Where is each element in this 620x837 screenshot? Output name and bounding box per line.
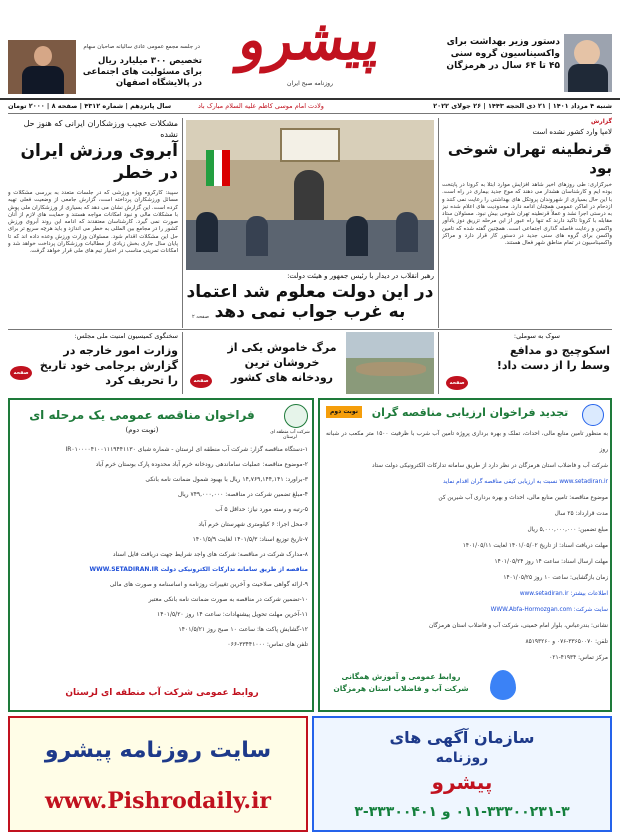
logo-tagline: روزنامه صبح ایران [287, 80, 333, 87]
row2-left-kicker: سخنگوی کمیسیون امنیت ملی مجلس: [74, 332, 178, 340]
ad-left-footer: روابط عمومی شرکت آب منطقه ای لرستان [65, 688, 259, 698]
date-strip [8, 100, 612, 112]
ad-right-line: موضوع مناقصه: تامین منابع مالی، احداث و بهره برداری آب شیرین کن [438, 495, 608, 501]
right-headline[interactable]: قرنطینه تهران شوخی بود [447, 140, 612, 177]
ad-right-lines [326, 426, 608, 662]
right-kicker: گزارش [590, 118, 612, 125]
ad-left-line: ۶-محل اجرا: ۶ کیلومتری شهرستان خرم آباد [198, 521, 308, 528]
strip-divider [8, 113, 612, 114]
page-seal-mid: صفحه [190, 374, 212, 388]
left-kicker: مشکلات عجیب ورزشکاران ایرانی که هنوز حل نشده [23, 119, 178, 139]
ad-right-line: سایت شرکت: WWW.Abfa-Hormozgan.com [490, 607, 608, 613]
center-headline[interactable]: در این دولت معلوم شد اعتماد به غرب جواب نمی دهد [186, 282, 434, 322]
ad-site-title: سایت روزنامه پیشرو [44, 738, 272, 763]
ad-right-line: زمان بازگشایی: ساعت ۱۰ روز ۱۴۰۱/۰۵/۲۵ [503, 575, 608, 581]
ad-org[interactable] [312, 716, 612, 832]
left-teaser-kicker: در جلسه مجمع عمومی عادی سالیانه صاحبان سهام [83, 44, 200, 50]
ad-left-line: ۱۰-تضمین شرکت در مناقصه به صورت ضمانت نامه بانکی معتبر [148, 596, 308, 603]
row2-divider-b [438, 332, 439, 394]
page-seal-right: صفحه [446, 376, 468, 390]
left-headline[interactable]: آبروی ورزش ایران در خطر [20, 141, 178, 183]
right-subkicker: لامپا وارد کشور نشده است [532, 128, 612, 136]
lorestan-logo-icon [284, 404, 308, 428]
minister-photo [564, 34, 612, 92]
ad-right-badge: نوبت دوم [326, 406, 362, 418]
executive-photo [8, 40, 76, 94]
ad-org-line1: سازمان آگهی های [389, 728, 535, 747]
drop-logo-icon [490, 670, 516, 700]
masthead-logo: پیشرو [235, 7, 385, 73]
ad-org-line3: پیشرو [431, 770, 493, 794]
ad-left-line: تلفن های تماس: ۳۳۴۴۱۰۰۰-۰۶۶ [227, 641, 308, 648]
river-photo [346, 332, 434, 394]
section-divider-1 [8, 329, 612, 330]
date-line: شنبه ۴ مرداد ۱۴۰۱ | ۲۱ ذی الحجه ۱۴۴۳ | ۲۶ جولای ۲۰۲۲ [433, 102, 612, 110]
ad-left-line: ۱۱-آخرین مهلت تحویل پیشنهادات: ساعت ۱۴ روز ۱۴۰۱/۵/۲۰ [157, 611, 308, 618]
ad-left-lines [16, 442, 308, 680]
ad-right-line: مبلغ تضمین: ۵,۰۰۰,۰۰۰,۰۰۰ ریال [527, 527, 608, 533]
ad-right-line: شرکت آب و فاضلاب استان هرمزگان در نظر دارد از طریق سامانه تدارکات الکترونیکی دولت ستاد [372, 463, 608, 469]
left-teaser[interactable]: تخصیص ۳۰۰ میلیارد ریال برای مسئولیت های اجتماعی در پالایشگاه اصفهان [82, 56, 202, 88]
ad-right-line: www.setadiran.ir نسبت به ارزیابی کیفی مناقصه گران اقدام نماید [442, 479, 608, 485]
ad-right-line: اطلاعات بیشتر: www.setadiran.ir [519, 591, 608, 597]
right-teaser[interactable]: دستور وزیر بهداشت برای واکسیناسیون گروه سنی ۴۵ تا ۶۴ سال در هرمزگان [446, 37, 560, 71]
slogan: ولادت امام موسی کاظم علیه السلام مبارک باد [198, 102, 324, 110]
ad-right-footer-1: روابط عمومی و آموزش همگانی [341, 672, 461, 681]
center-caption: رهبر انقلاب در دیدار با رئیس جمهور و هیئت دولت: [287, 272, 434, 280]
ad-left-title: فراخوان مناقصه عمومی یک مرحله ای [29, 408, 255, 422]
ad-org-line2: روزنامه [435, 750, 489, 766]
ad-left-line: ۸-مدارک شرکت در مناقصه: شرکت های واجد شرایط جهت دریافت فایل اسناد [112, 551, 308, 558]
ad-right-line: تلفن: ۳۳۶۵۰۰۷۰-۰۷۶ و ۸۵۱۹۳۲۶۰ [525, 639, 608, 645]
ad-right-line: به منظور تامین منابع مالی، احداث، تملک و بهره برداری پروژه تامین آب شرب با ظرفیت ۱۵۰۰ متر مکعب در شبانه روز [326, 431, 608, 453]
right-col-divider [438, 118, 439, 328]
ad-right-line: مدت قرارداد: ۲۵ سال [554, 511, 608, 517]
leader-meeting-photo [186, 120, 434, 270]
page-seal-left: صفحه [10, 366, 32, 380]
ad-left-line: ۴-مبلغ تضمین شرکت در مناقصه: ۷۴۹,۰۰۰,۰۰۰ ریال [177, 491, 308, 498]
ad-right-line: نشانی: بندرعباس، بلوار امام خمینی، شرکت آب و فاضلاب استان هرمزگان [429, 623, 608, 629]
row2-mid-headline[interactable]: مرگ خاموش یکی از خروشان ترین رودخانه های کشور [227, 341, 337, 384]
ad-site[interactable] [8, 716, 308, 832]
ad-left-line: ۳-براورد: ۱۴,۷۶۹,۱۴۴,۱۴۱ ریال با بهبود شمول ضمانت نامه بانکی [145, 476, 308, 483]
row2-right-kicker: سوک به سوملی: [513, 332, 560, 340]
masthead [0, 0, 620, 100]
ad-right-line: مهلت دریافت اسناد: از تاریخ ۱۴۰۱/۰۵/۰۲ لغایت ۱۴۰۱/۰۵/۱۱ [462, 543, 608, 549]
left-body: سپید: کارگروه ویژه ورزشی که در جلسات متعدد به بررسی مشکلات و مسائل ورزشکاران پرداخته است، گزارش جامعی از وضعیت فعلی تهیه کرده است. این گزارش نشان می دهد که بسیاری از ورزشکاران ملی پوش با مشکلات مالی و نبود امکانات مواجه هستند و حمایت های لازم از آنان صورت نمی گیرد. کارشناسان معتقدند که ادامه این روند آبروی ورزش کشور را در مجامع بین المللی به خطر می اندازد و باید هرچه سریع تر برای حل این مشکلات اقدام شود. مسئولان وزارت ورزش وعده داده اند که تا پایان سال جاری بخش زیادی از مطالبات ورزشکاران پرداخت خواهد شد و امکانات تمرینی مناسب در اختیار تیم های ملی قرار خواهد گرفت. [8, 190, 178, 255]
ad-left-line: ۷-تاریخ توزیع اسناد: ۱۴۰۱/۵/۳ لغایت ۱۴۰۱/۵/۹ [192, 536, 308, 543]
ad-org-phone[interactable]: ۰۱۱-۳۳۳۰۰۲۳۱-۳ و ۳۳۳۰۰۴۰۱-۳ [354, 804, 570, 820]
abfa-logo-icon [582, 404, 604, 426]
ad-left-line: ۱۲-گشایش پاکت ها: ساعت ۱۰ صبح روز ۱۴۰۱/۵/۲۱ [178, 626, 308, 633]
ad-left-line: ۹-ارائه گواهی صلاحیت و آخرین تغییرات روزنامه و اساسنامه و صورت های مالی [109, 581, 308, 588]
left-col-divider [182, 118, 183, 328]
lorestan-org-name: شرکت آب منطقه ای لرستان [270, 430, 310, 440]
row2-divider-a [182, 332, 183, 394]
ad-left-subtitle: (نوبت دوم) [125, 426, 159, 434]
ad-site-url[interactable]: www.Pishrodaily.ir [44, 788, 272, 814]
ad-left-line: ۵-رتبه و رسته مورد نیاز: حداقل ۵ آب [215, 506, 308, 513]
issue-line: سال پانزدهم | شماره ۴۳۱۲ | صفحه ۸ | ۲۰۰۰ تومان [8, 102, 172, 110]
row2-right-headline[interactable]: اسکوچیج دو مدافع وسط را از دست داد! [496, 344, 610, 372]
ad-right-title: تجدید فراخوان ارزیابی مناقصه گران [371, 406, 569, 419]
center-page-ref: صفحه ۲ [192, 314, 209, 320]
ad-right-footer-2: شرکت آب و فاضلاب استان هرمزگان [333, 684, 469, 693]
ad-right-line: مرکز تماس: ۴۱۹۳۴-۰۲۱ [549, 655, 608, 661]
ad-right-line: مهلت ارسال اسناد: ساعت ۱۴ روز ۱۴۰۱/۰۵/۲۴ [494, 559, 608, 565]
row2-left-headline[interactable]: وزارت امور خارجه در گزارش برجامی خود تاریخ را تحریف کرد [39, 344, 178, 387]
ad-lorestan-water[interactable] [8, 398, 314, 712]
ad-hormozgan-water[interactable] [318, 398, 612, 712]
ad-left-line: ۱-دستگاه مناقصه گزار: شرکت آب منطقه ای لرستان - شماره شبای IR۰۱۰۰۰۰۴۱۰۰۱۱۱۹۴۴۱۱۳۰ [65, 446, 308, 453]
ad-left-line: مناقصه از طریق سامانه تدارکات الکترونیکی دولت WWW.SETADIRAN.IR [89, 566, 308, 573]
right-body: خبرگزاری: طی روزهای اخیر شاهد افزایش موارد ابتلا به کرونا در پایتخت بوده ایم و کارشناسان هشدار می دهند که موج جدید بیماری در راه است. با این حال بسیاری از شهروندان پروتکل های بهداشتی را رعایت نمی کنند و ازدحام در اماکن عمومی همچنان ادامه دارد. محدودیت های اعلام شده نیز به درستی اجرا نشد و عملاً قرنطینه تهران شوخی بیش نبود. مسئولان ستاد مقابله با کرونا تاکید دارند که تنها راه عبور از این مرحله تزریق دوز یادآور واکسن و رعایت فاصله گذاری اجتماعی است. همچنین گفته شده که تامین واکسن برای گروه های سنی جدید در دستور کار قرار دارد و مراکز واکسیناسیون در تمام مناطق شهر فعال هستند. [442, 182, 612, 247]
ad-left-line: ۲-موضوع مناقصه: عملیات ساماندهی رودخانه خرم آباد محدوده پارک بوستان خرم آباد [95, 461, 308, 468]
